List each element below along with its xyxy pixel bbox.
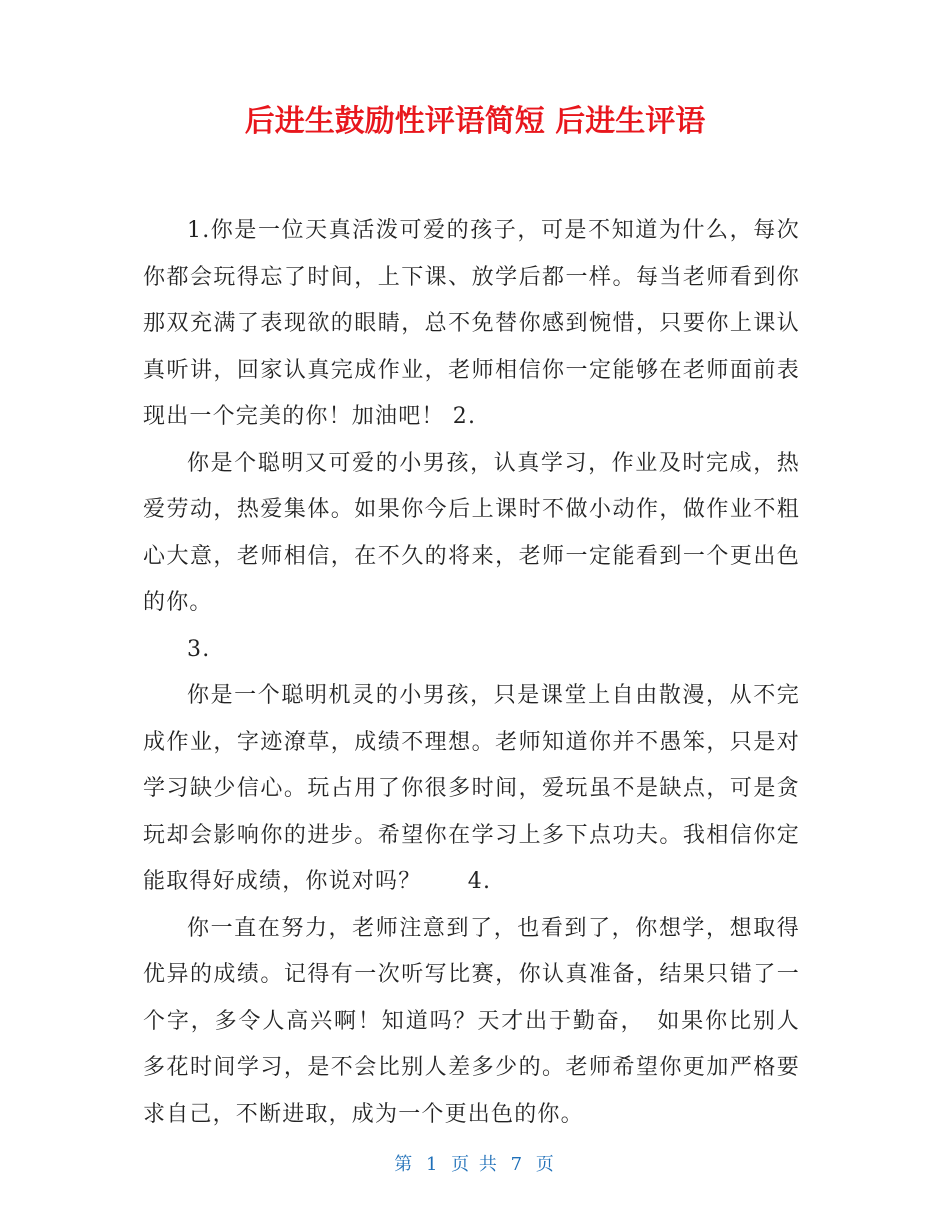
paragraph: 你是一个聪明机灵的小男孩，只是课堂上自由散漫，从不完成作业，字迹潦草，成绩不理想。老师知道你并不愚笨，只是对学习缺少信心。玩占用了你很多时间，爱玩虽不是缺点，可是贪玩却会影响你的进步。希望你在学习上多下点功夫。我相信你定能取得好成绩，你说对吗？ 4.	[143, 683, 800, 894]
page-prefix: 第	[394, 1154, 415, 1175]
paragraph: 你是个聪明又可爱的小男孩，认真学习，作业及时完成，热爱劳动，热爱集体。如果你今后上课时不做小动作，做作业不粗心大意，老师相信，在不久的将来，老师一定能看到一个更出色的你。	[143, 450, 800, 615]
current-page-number: 1	[425, 1154, 440, 1175]
paragraph: 你一直在努力，老师注意到了，也看到了，你想学，想取得优异的成绩。记得有一次听写比赛，你认真准备，结果只错了一个字，多令人高兴啊！知道吗？天才出于勤奋， 如果你比别人多花时间学习，是不会比别人差多少的。老师希望你更加严格要求自己，不断进取，成为一个更出色的你。	[143, 915, 800, 1127]
page-title: 后进生鼓励性评语简短 后进生评语	[244, 104, 706, 139]
paragraph: 3.	[187, 636, 211, 662]
page-suffix: 页	[535, 1154, 556, 1175]
total-page-number: 7	[510, 1154, 525, 1175]
paragraph: 1.你是一位天真活泼可爱的孩子，可是不知道为什么，每次你都会玩得忘了时间，上下课、放学后都一样。每当老师看到你那双充满了表现欲的眼睛，总不免替你感到惋惜，只要你上课认真听讲，回家认真完成作业，老师相信你一定能够在老师面前表现出一个完美的你！加油吧！ 2.	[143, 218, 800, 429]
document-body	[143, 208, 800, 1138]
page-middle: 页 共	[451, 1154, 499, 1175]
page-footer	[0, 1150, 950, 1176]
